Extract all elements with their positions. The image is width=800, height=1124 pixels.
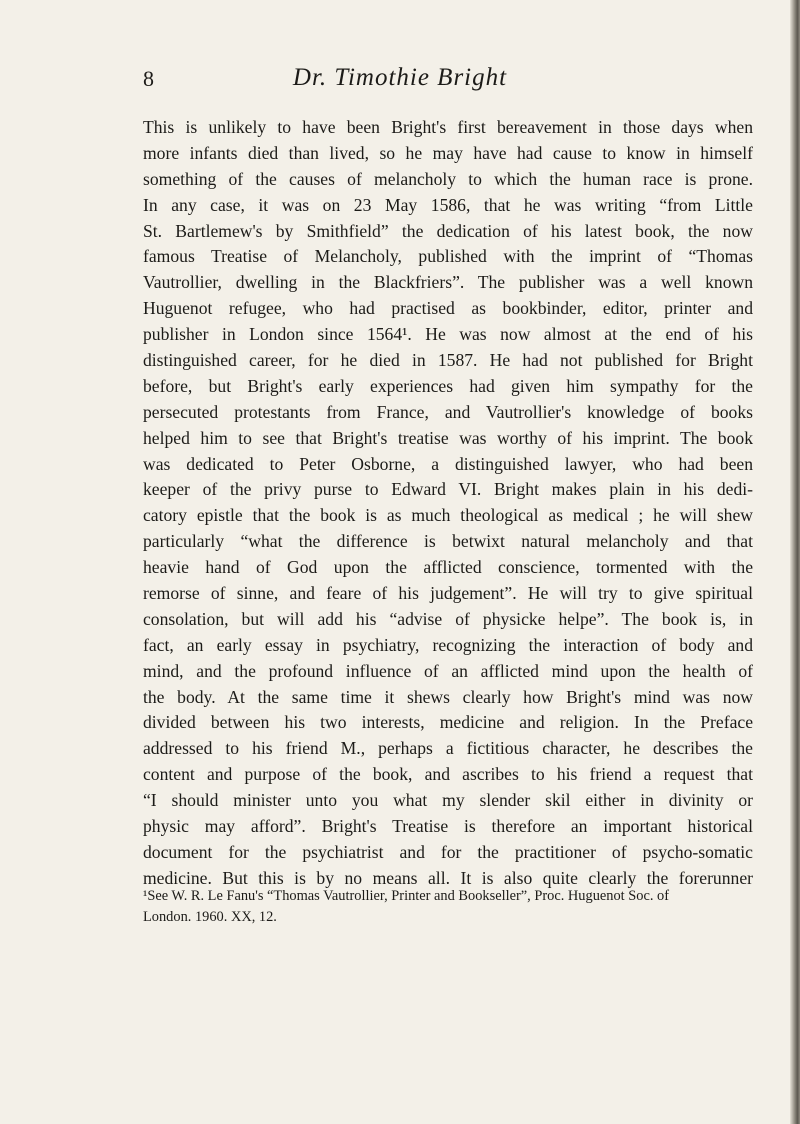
body-line: distinguished career, for he died in 1587. He had not published for Bright — [143, 350, 753, 371]
body-line: content and purpose of the book, and ascribes to his friend a request that — [143, 764, 753, 785]
footnote — [143, 886, 753, 928]
body-line: Huguenot refugee, who had practised as bookbinder, editor, printer and — [143, 298, 753, 319]
body-line: fact, an early essay in psychiatry, recognizing the interaction of body and — [143, 634, 753, 655]
page-edge-shadow — [790, 0, 800, 1124]
running-head: Dr. Timothie Bright — [292, 64, 508, 91]
body-line: catory epistle that the book is as much theological as medical ; he will shew — [143, 505, 753, 526]
body-line: publisher in London since 1564¹. He was now almost at the end of his — [143, 324, 753, 345]
body-line: St. Bartlemew's by Smithfield” the dedication of his latest book, the now — [143, 220, 753, 241]
body-line: medicine. But this is by no means all. It is also quite clearly the forerunner — [143, 867, 753, 888]
page-number: 8 — [143, 66, 154, 91]
body-line: something of the causes of melancholy to which the human race is prone. — [143, 168, 753, 189]
footnote-line: ¹See W. R. Le Fanu's “Thomas Vautrollier, Printer and Bookseller”, Proc. Huguenot Soc. of — [143, 888, 670, 904]
body-line: document for the psychiatrist and for the practitioner of psycho-somatic — [143, 841, 753, 862]
body-line: mind, and the profound influence of an afflicted mind upon the health of — [143, 660, 753, 681]
body-line: This is unlikely to have been Bright's first bereavement in those days when — [143, 117, 753, 137]
body-line: was dedicated to Peter Osborne, a distinguished lawyer, who had been — [143, 453, 753, 474]
body-line: before, but Bright's early experiences had given him sympathy for the — [143, 375, 753, 396]
footnote-line: London. 1960. XX, 12. — [143, 909, 277, 925]
body-line: In any case, it was on 23 May 1586, that he was writing “from Little — [143, 194, 753, 215]
body-text — [143, 115, 753, 892]
body-line: addressed to his friend M., perhaps a fictitious character, he describes the — [143, 738, 753, 759]
body-line: persecuted protestants from France, and Vautrollier's knowledge of books — [143, 401, 753, 422]
body-line: famous Treatise of Melancholy, published with the imprint of “Thomas — [143, 246, 753, 267]
body-line: particularly “what the difference is betwixt natural melancholy and that — [143, 531, 753, 552]
body-line: the body. At the same time it shews clearly how Bright's mind was now — [143, 686, 753, 707]
body-line: helped him to see that Bright's treatise was worthy of his imprint. The book — [143, 427, 753, 448]
body-line: “I should minister unto you what my slender skil either in divinity or — [143, 790, 753, 811]
body-line: Vautrollier, dwelling in the Blackfriers”. The publisher was a well known — [143, 272, 753, 293]
body-line: keeper of the privy purse to Edward VI. Bright makes plain in his dedi- — [143, 479, 753, 500]
body-line: physic may afford”. Bright's Treatise is therefore an important historical — [143, 816, 753, 837]
body-line: divided between his two interests, medicine and religion. In the Preface — [143, 712, 753, 733]
body-line: consolation, but will add his “advise of physicke helpe”. The book is, in — [143, 608, 753, 629]
body-line: more infants died than lived, so he may have had cause to know in himself — [143, 142, 753, 163]
body-line: heavie hand of God upon the afflicted conscience, tormented with the — [143, 557, 753, 578]
body-line: remorse of sinne, and feare of his judgement”. He will try to give spiritual — [143, 583, 753, 604]
